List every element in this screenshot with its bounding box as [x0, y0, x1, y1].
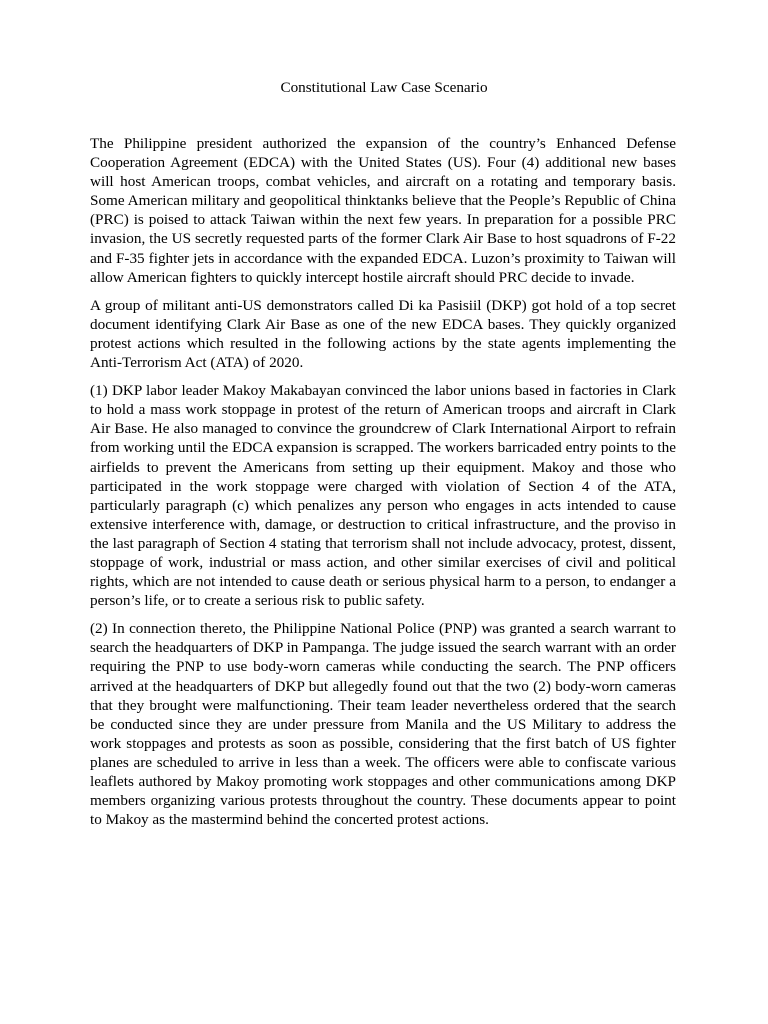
paragraph-intro: The Philippine president authorized the expansion of the country’s Enhanced Defense Cooperation Agreement (EDCA) with the United States (US). Four (4) additional new bases will host American troops, combat vehicles, and aircraft on a rotating and temporary basis. Some American military and geopolitical thinktanks believe that the People’s Republic of China (PRC) is poised to attack Taiwan within the next few years. In preparation for a possible PRC invasion, the US secretly requested parts of the former Clark Air Base to host squadrons of F-22 and F-35 fighter jets in accordance with the expanded EDCA. Luzon’s proximity to Taiwan will allow American fighters to quickly intercept hostile aircraft should PRC decide to invade.: [90, 135, 676, 286]
document-title: Constitutional Law Case Scenario: [280, 79, 488, 96]
paragraph-work-stoppage: (1) DKP labor leader Makoy Makabayan convinced the labor unions based in factories in Clark to hold a mass work stoppage in protest of the return of American troops and aircraft in Clark Air Base. He also managed to convince the groundcrew of Clark International Airport to refrain from working until the EDCA expansion is scrapped. The workers barricaded entry points to the airfields to prevent the Americans from setting up their equipment. Makoy and those who participated in the work stoppage were charged with violation of Section 4 of the ATA, particularly paragraph (c) which penalizes any person who engages in acts intended to cause extensive interference with, damage, or destruction to critical infrastructure, and the proviso in the last paragraph of Section 4 stating that terrorism shall not include advocacy, protest, dissent, stoppage of work, industrial or mass action, and other similar exercises of civil and political rights, which are not intended to cause death or serious physical harm to a person, to endanger a person’s life, or to create a serious risk to public safety.: [90, 382, 676, 610]
document-body: [90, 134, 676, 838]
paragraph-dkp-group: A group of militant anti-US demonstrators called Di ka Pasisiil (DKP) got hold of a top secret document identifying Clark Air Base as one of the new EDCA bases. They quickly organized protest actions which resulted in the following actions by the state agents implementing the Anti-Terrorism Act (ATA) of 2020.: [90, 296, 676, 372]
paragraph-search-warrant: (2) In connection thereto, the Philippine National Police (PNP) was granted a search warrant to search the headquarters of DKP in Pampanga. The judge issued the search warrant with an order requiring the PNP to use body-worn cameras while conducting the search. The PNP officers arrived at the headquarters of DKP but allegedly found out that the two (2) body-worn cameras that they brought were malfunctioning. Their team leader nevertheless ordered that the search be conducted since they are under pressure from Manila and the US Military to address the work stoppages and protests as soon as possible, considering that the first batch of US fighter planes are scheduled to arrive in less than a week. The officers were able to confiscate various leaflets authored by Makoy promoting work stoppages and other communications among DKP members organizing various protests throughout the country. These documents appear to point to Makoy as the mastermind behind the concerted protest actions.: [90, 620, 676, 829]
